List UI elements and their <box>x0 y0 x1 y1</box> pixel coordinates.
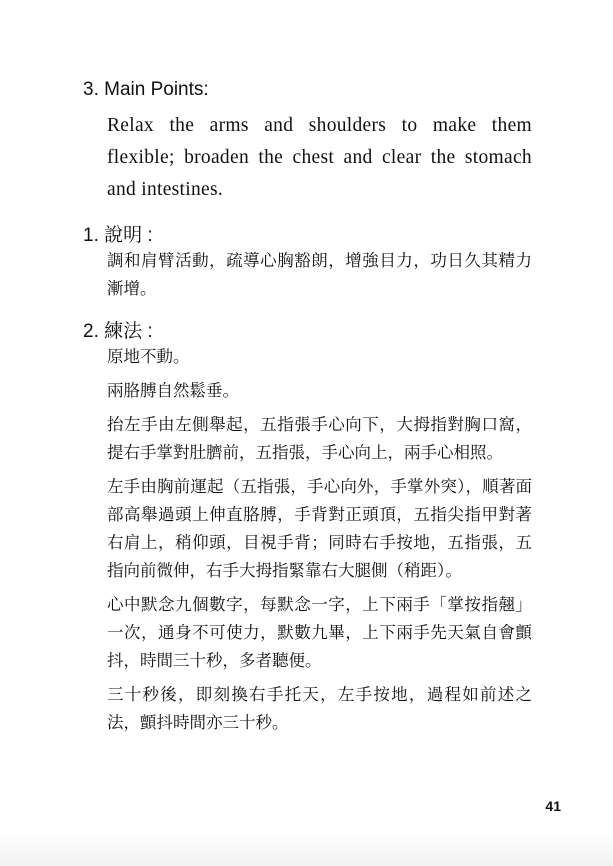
main-points-heading: 3. Main Points: <box>83 79 209 100</box>
practice-heading: 2. 練法 : <box>83 321 153 342</box>
practice-paragraph: 左手由胸前運起（五指張，手心向外，手掌外突），順著面部高舉過頭上伸直胳膊，手背對正頭頂，五指尖指甲對著右肩上，稍仰頭，目視手背；同時右手按地，五指張，五指向前微伸，右手大拇指緊靠右大腿側（稍距）。 <box>107 477 532 580</box>
practice-paragraph: 原地不動。 <box>107 347 190 366</box>
page-number: 41 <box>545 798 561 814</box>
practice-paragraph: 三十秒後，即刻換右手托天，左手按地，過程如前述之法，顫抖時間亦三十秒。 <box>107 685 532 732</box>
explanation-text: 調和肩臂活動，疏導心胸豁朗，增強目力，功日久其精力漸增。 <box>107 251 532 298</box>
page-bottom-shadow <box>0 830 613 866</box>
practice-section <box>107 343 532 743</box>
practice-paragraph: 抬左手由左側舉起，五指張手心向下，大拇指對胸口窩，提右手掌對肚臍前，五指張，手心向上，兩手心相照。 <box>107 415 532 462</box>
explanation-heading: 1. 說明 : <box>83 225 153 246</box>
practice-paragraph: 兩胳膊自然鬆垂。 <box>107 381 239 400</box>
practice-paragraph: 心中默念九個數字，每默念一字，上下兩手「掌按指翹」一次，通身不可使力，默數九畢，上下兩手先天氣自會顫抖，時間三十秒，多者聽便。 <box>107 595 532 670</box>
explanation-section <box>107 247 532 309</box>
main-points-text: Relax the arms and shoulders to make them flexible; broaden the chest and clear the stomach and intestines. <box>107 115 532 200</box>
